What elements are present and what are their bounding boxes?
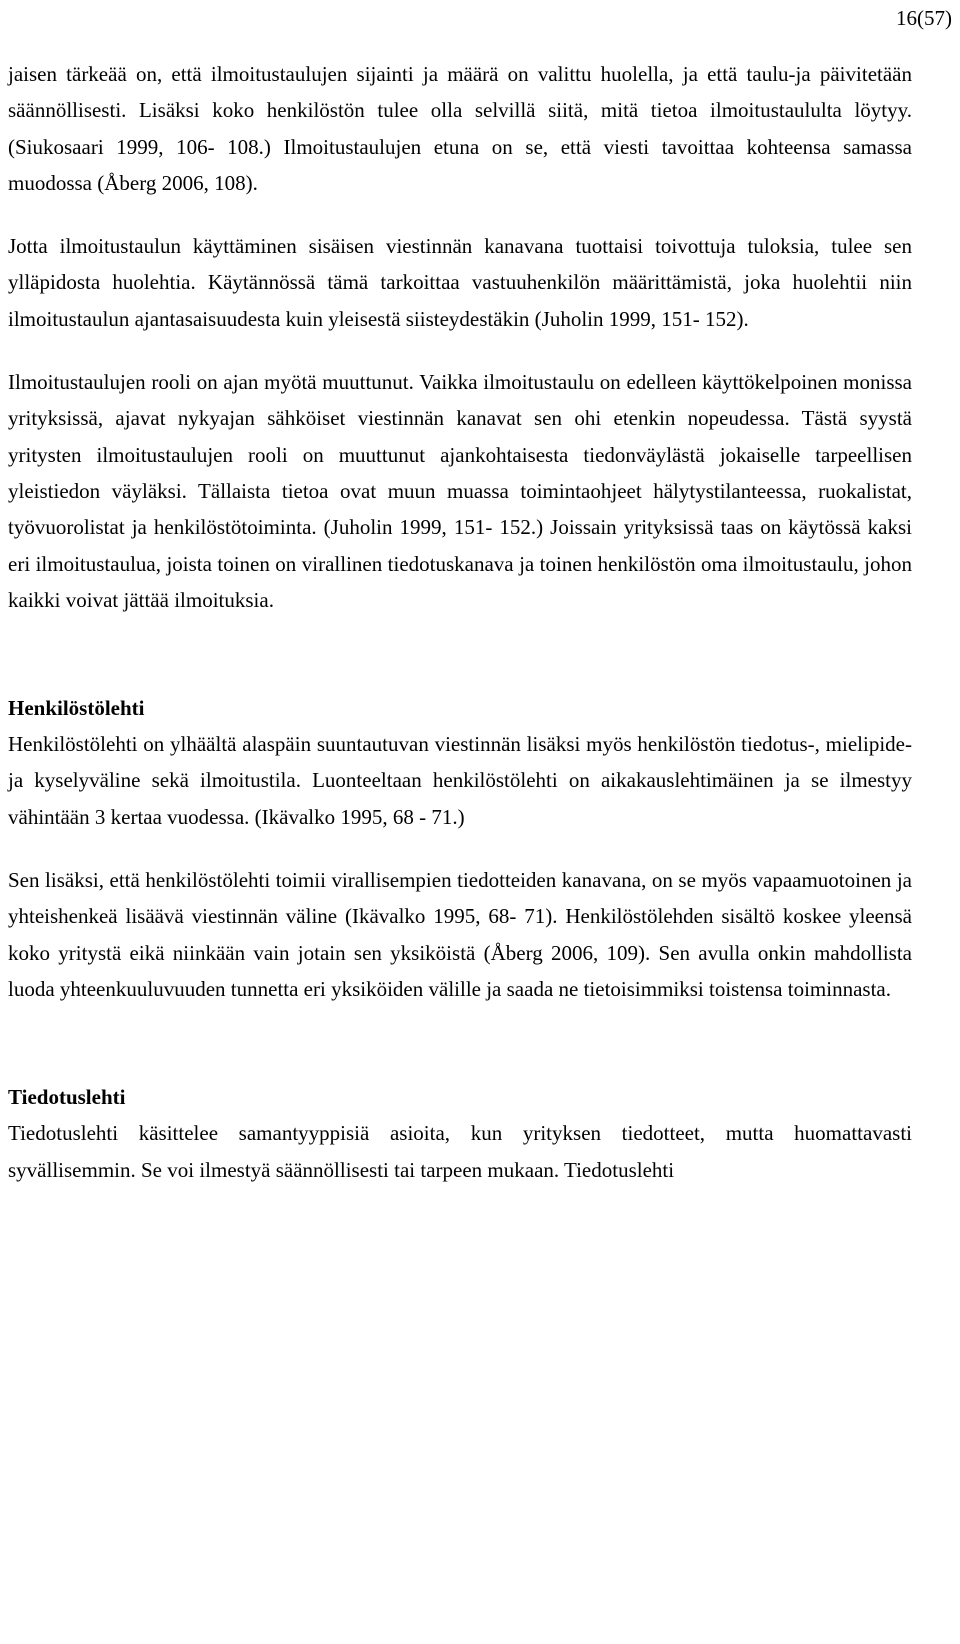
page-number: 16(57) xyxy=(896,6,952,30)
paragraph-henkilostolehti-detail: Sen lisäksi, että henkilöstölehti toimii virallisempien tiedotteiden kanavana, on se myös vapaamuotoinen ja yhteishenkeä lisäävä viestinnän väline (Ikävalko 1995, 68- 71). Henkilöstölehden sisältö koskee yleensä koko yritystä eikä niinkään vain jotain sen yksiköistä (Åberg 2006, 109). Sen avulla onkin mahdollista luoda yhteenkuuluvuuden tunnetta eri yksiköiden välille ja saada ne tietoisimmiksi toistensa toiminnasta. xyxy=(8,868,912,1001)
paragraph-notice-board-maintenance: Jotta ilmoitustaulun käyttäminen sisäisen viestinnän kanavana tuottaisi toivottuja tuloksia, tulee sen ylläpidosta huolehtia. Käytännössä tämä tarkoittaa vastuuhenkilön määrittämistä, joka huolehtii niin ilmoitustaulun ajantasaisuudesta kuin yleisestä siisteydestäkin (Juholin 1999, 151- 152). xyxy=(8,234,912,331)
paragraph-henkilostolehti-intro: Henkilöstölehti on ylhäältä alaspäin suuntautuvan viestinnän lisäksi myös henkilöstön tiedotus-, mielipide- ja kyselyväline sekä ilmoitustila. Luonteeltaan henkilöstölehti on aikakauslehtimäinen ja se ilmestyy vähintään 3 kertaa vuodessa. (Ikävalko 1995, 68 - 71.) xyxy=(8,732,912,829)
section-gap xyxy=(8,1007,912,1079)
document-body xyxy=(8,56,912,1188)
section-gap xyxy=(8,618,912,690)
paragraph-notice-board-placement: jaisen tärkeää on, että ilmoitustaulujen sijainti ja määrä on valittu huolella, ja että taulu-ja päivitetään säännöllisesti. Lisäksi koko henkilöstön tulee olla selvillä siitä, mitä tietoa ilmoitustaululta löytyy. (Siukosaari 1999, 106- 108.) Ilmoitustaulujen etuna on se, että viesti tavoittaa kohteensa samassa muodossa (Åberg 2006, 108). xyxy=(8,62,912,195)
paragraph-notice-board-role: Ilmoitustaulujen rooli on ajan myötä muuttunut. Vaikka ilmoitustaulu on edelleen käyttökelpoinen monissa yrityksissä, ajavat nykyajan sähköiset viestinnän kanavat sen ohi etenkin nopeudessa. Tästä syystä yritysten ilmoitustaulujen rooli on muuttunut ajankohtaisesta tiedonväylästä jokaiselle tarpeellisen yleistiedon väyläksi. Tällaista tietoa ovat muun muassa toimintaohjeet hälytystilanteessa, ruokalistat, työvuorolistat ja henkilöstötoiminta. (Juholin 1999, 151- 152.) Joissain yrityksissä taas on käytössä kaksi eri ilmoitustaulua, joista toinen on virallinen tiedotuskanava ja toinen henkilöstön oma ilmoitustaulu, johon kaikki voivat jättää ilmoituksia. xyxy=(8,370,912,612)
heading-henkilostolehti: Henkilöstölehti xyxy=(8,696,145,721)
heading-tiedotuslehti: Tiedotuslehti xyxy=(8,1085,126,1110)
paragraph-tiedotuslehti-intro: Tiedotuslehti käsittelee samantyyppisiä asioita, kun yrityksen tiedotteet, mutta huomattavasti syvällisemmin. Se voi ilmestyä säännöllisesti tai tarpeen mukaan. Tiedotuslehti xyxy=(8,1121,912,1182)
